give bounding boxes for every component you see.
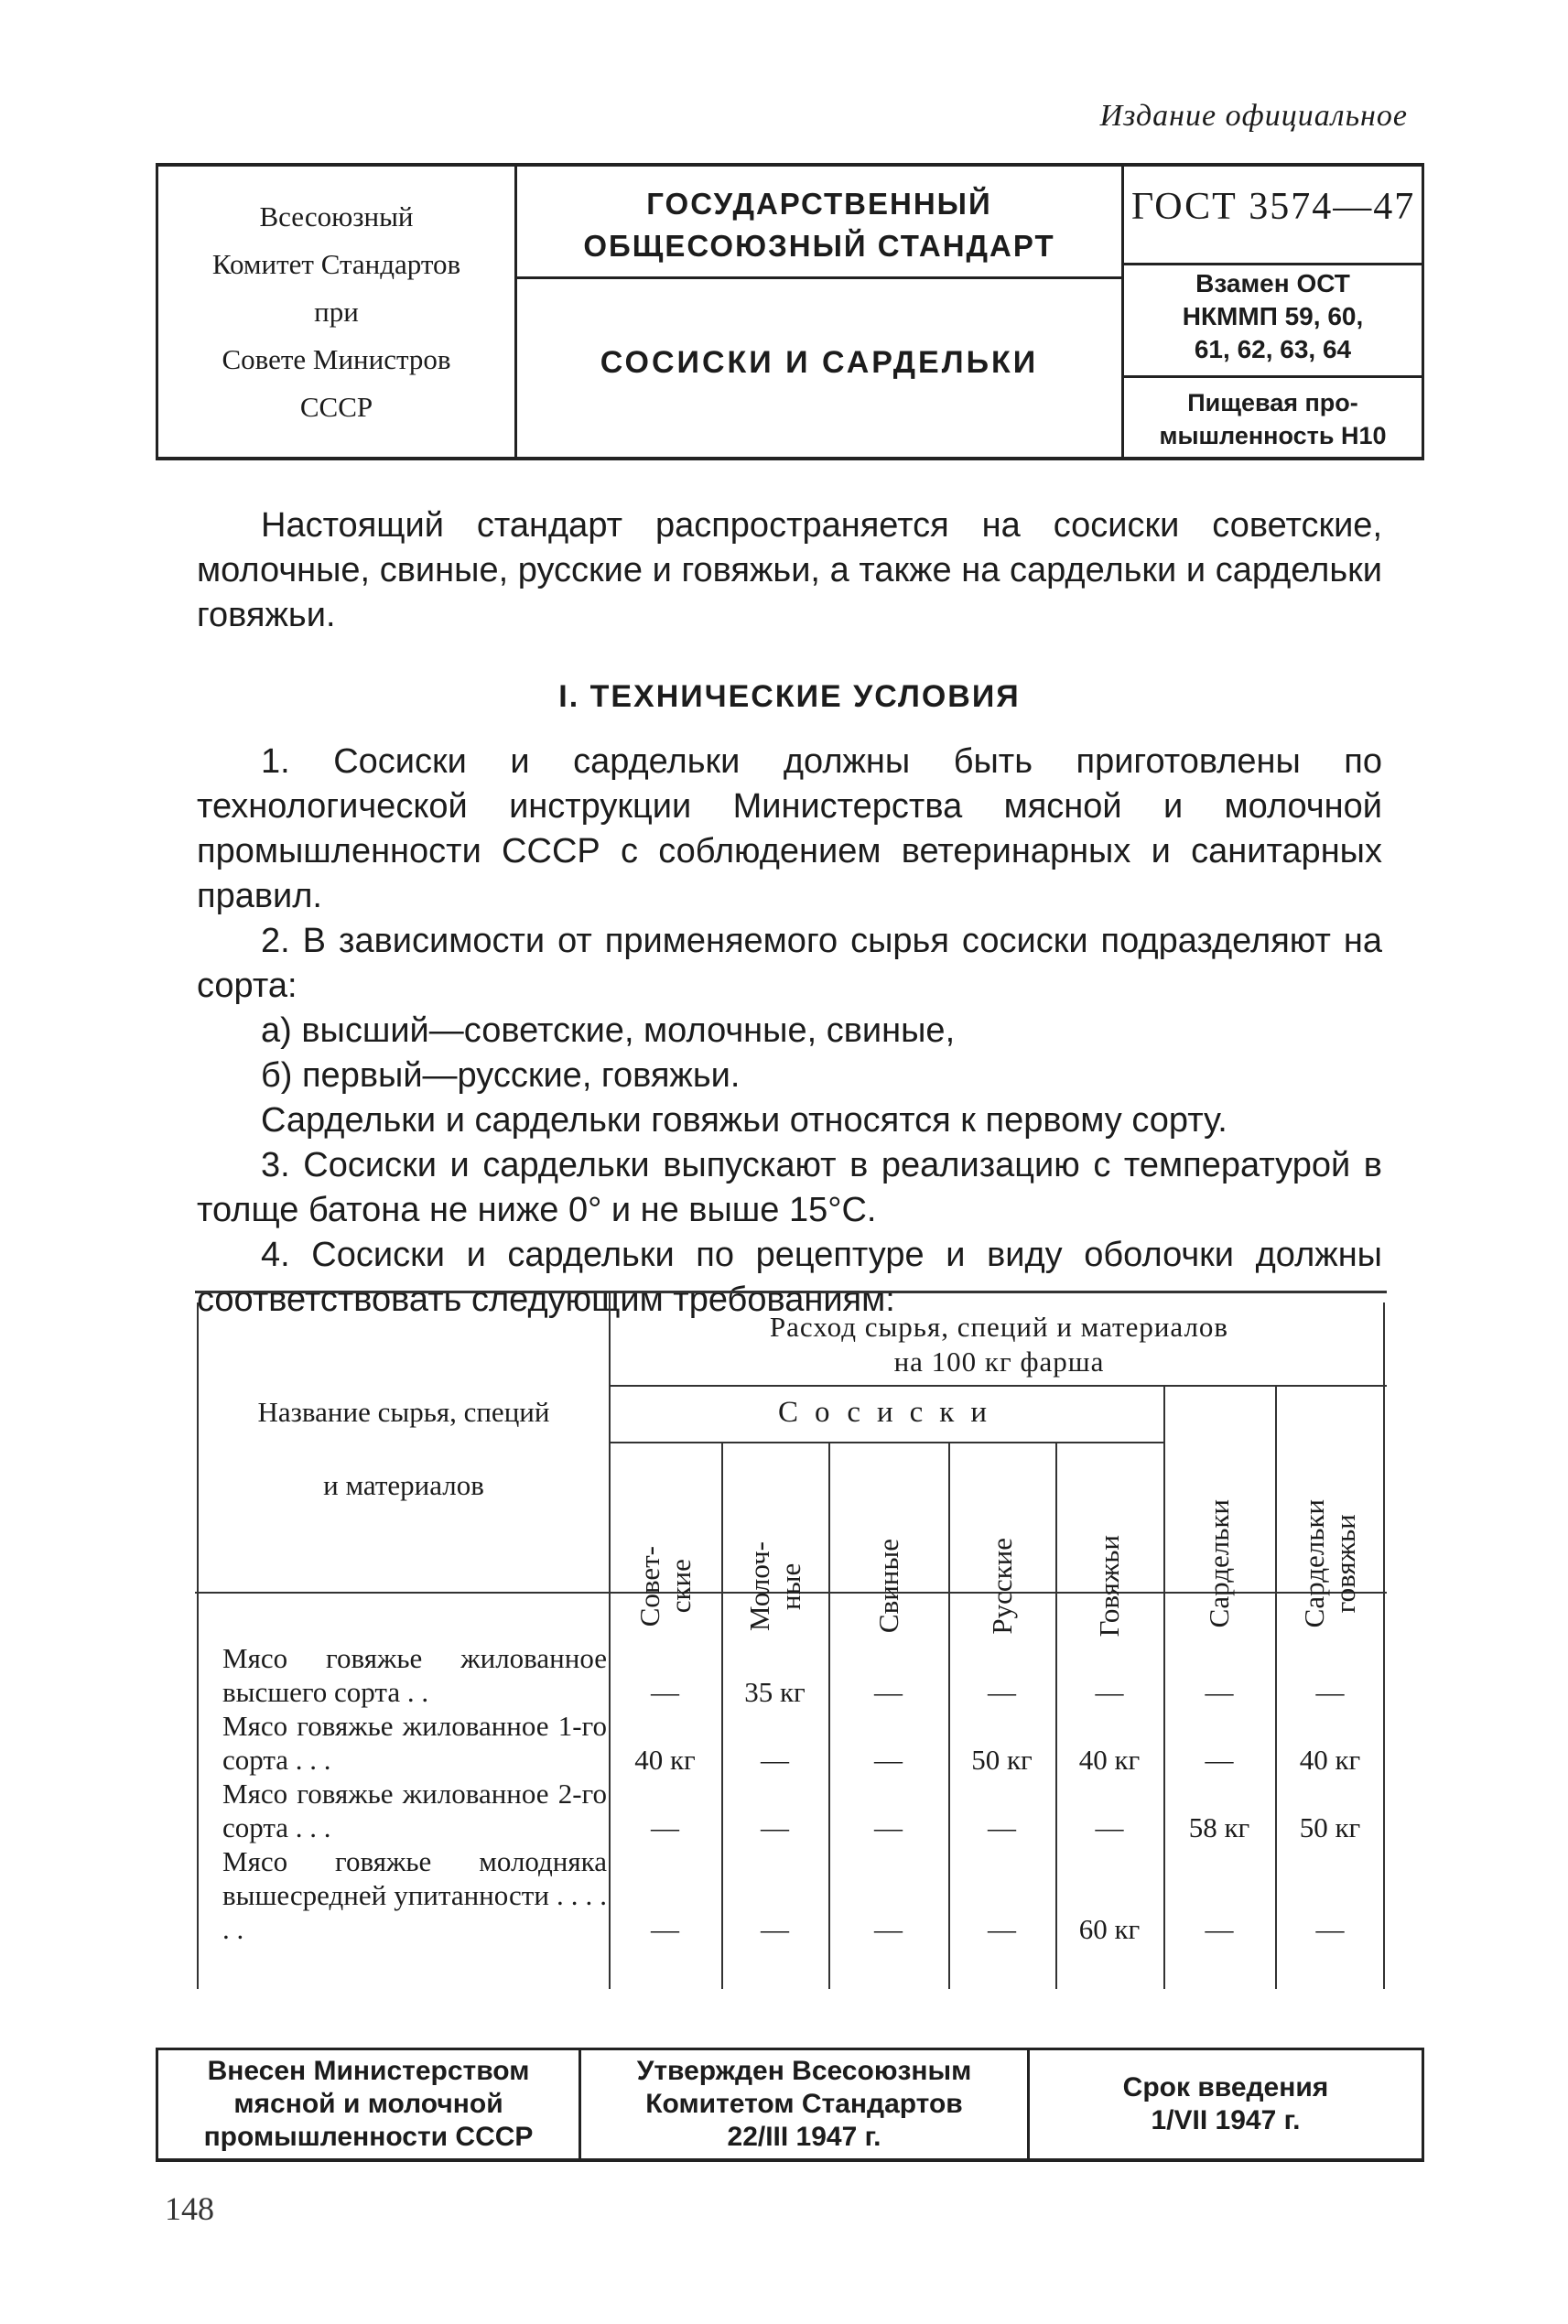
table-cell: —	[988, 1811, 1016, 1843]
industry-line: мышленность Н10	[1159, 422, 1387, 449]
committee-line: Комитет Стандартов	[211, 247, 461, 280]
table-cell: —	[651, 1811, 679, 1843]
effective-date	[1030, 2050, 1422, 2158]
table-cell: —	[1205, 1913, 1234, 1945]
table-cell: —	[874, 1913, 903, 1945]
table-cell: —	[761, 1811, 789, 1843]
table-cell: —	[874, 1811, 903, 1843]
column-label: Русские	[985, 1538, 1018, 1635]
column-label: Совет- ские	[633, 1545, 697, 1627]
column-label: Молоч- ные	[742, 1541, 806, 1631]
table-cell: 35 кг	[744, 1676, 806, 1708]
edition-note: Издание официальное	[1099, 99, 1408, 133]
column-label: Сардельки говяжьи	[1298, 1498, 1361, 1628]
table-cell: 50 кг	[1299, 1811, 1361, 1843]
standard-type-line: ОБЩЕСОЮЗНЫЙ СТАНДАРТ	[583, 229, 1055, 263]
paragraph-3: 3. Сосиски и сардельки выпускают в реализацию с температурой в толще батона не ниже 0° и не выше 15°С.	[197, 1146, 1382, 1229]
intro-paragraph: Настоящий стандарт распространяется на сосиски советские, молочные, свиные, русские и говяжьи, а также на сардельки и сардельки говяжьи.	[197, 506, 1382, 634]
table-cell: 40 кг	[634, 1744, 696, 1776]
table-row-name: Мясо говяжье жилованное 1-го сорта . . .	[222, 1710, 607, 1776]
table-cell: —	[874, 1744, 903, 1776]
column-header-name	[202, 1385, 605, 1513]
header-line: и материалов	[323, 1469, 484, 1501]
introduced-by	[158, 2050, 581, 2158]
table-cell: —	[988, 1676, 1016, 1708]
table-cell: 40 кг	[1078, 1744, 1141, 1776]
committee-line: СССР	[299, 390, 373, 423]
footer-line: промышленности СССР	[203, 2122, 534, 2152]
footer-line: Срок введения	[1122, 2072, 1329, 2102]
footer-line: мясной и молочной	[233, 2089, 503, 2119]
table-cell: 40 кг	[1299, 1744, 1361, 1776]
grade-item-b: б) первый—русские, говяжьи.	[261, 1056, 741, 1095]
table-cell: —	[761, 1913, 789, 1945]
table-cell: —	[1205, 1744, 1234, 1776]
footer-line: 1/VII 1947 г.	[1151, 2105, 1301, 2135]
table-border	[197, 1303, 199, 1989]
header-line: Название сырья, специй	[257, 1396, 550, 1428]
footer-line: Внесен Министерством	[207, 2056, 530, 2086]
replaces-note	[1124, 267, 1422, 366]
divider	[517, 276, 1121, 279]
standard-id-block	[1121, 167, 1422, 457]
column-group-sosiski: Сосиски	[778, 1396, 1003, 1429]
committee-line: Совете Министров	[222, 342, 451, 375]
table-row-name: Мясо говяжье жилованное 2-го сорта . . .	[222, 1778, 607, 1843]
committee-line: Всесоюзный	[259, 200, 414, 232]
page-number: 148	[165, 2190, 214, 2227]
table-cell: —	[1315, 1676, 1345, 1708]
approved-by	[581, 2050, 1030, 2158]
replaces-line: Взамен ОСТ	[1195, 269, 1350, 297]
table-cell: 50 кг	[971, 1744, 1033, 1776]
header-line: Расход сырья, специй и материалов	[769, 1311, 1229, 1343]
standard-type-line: ГОСУДАРСТВЕННЫЙ	[646, 187, 992, 221]
footer-line: Комитетом Стандартов	[645, 2089, 963, 2119]
section-title: I. ТЕХНИЧЕСКИЕ УСЛОВИЯ	[558, 679, 1021, 714]
table-cell: —	[988, 1913, 1016, 1945]
table-cell: 58 кг	[1188, 1811, 1250, 1843]
technical-conditions	[197, 740, 1382, 1323]
paragraph-2: 2. В зависимости от применяемого сырья сосиски подразделяют на сорта:	[197, 922, 1382, 1005]
divider	[1124, 375, 1422, 378]
table-cell: —	[1205, 1676, 1234, 1708]
replaces-line: НКММП 59, 60,	[1182, 302, 1364, 330]
table-cell: —	[1315, 1913, 1345, 1945]
committee-line: при	[314, 295, 359, 328]
table-cell: —	[1095, 1811, 1124, 1843]
table-cell: —	[651, 1913, 679, 1945]
table-cell: 60 кг	[1078, 1913, 1141, 1945]
column-header-consumption	[611, 1310, 1387, 1379]
table-cell: —	[761, 1744, 789, 1776]
table-row-name: Мясо говяжье молодняка вышесредней упитанности . . . . . .	[222, 1845, 607, 1945]
grade-item-a: а) высший—советские, молочные, свиные,	[261, 1011, 956, 1050]
paragraph-1: 1. Сосиски и сардельки должны быть приготовлены по технологической инструкции Министерства мясной и молочной промышленности СССР с соблюдением ветеринарных и санитарных правил.	[197, 742, 1382, 915]
replaces-line: 61, 62, 63, 64	[1194, 335, 1352, 363]
table-cell: —	[1095, 1676, 1124, 1708]
issuing-committee	[158, 167, 517, 457]
header-line: на 100 кг фарша	[893, 1346, 1105, 1378]
table-cell: —	[651, 1676, 679, 1708]
industry-line: Пищевая про-	[1187, 389, 1358, 416]
divider	[1124, 263, 1422, 265]
table-divider	[609, 1385, 1387, 1387]
column-label: Сардельки	[1203, 1498, 1235, 1628]
standard-type	[517, 183, 1121, 275]
recipe-table	[195, 1291, 1387, 1994]
column-label: Говяжьи	[1093, 1535, 1125, 1638]
standard-header	[156, 163, 1424, 460]
standard-footer	[156, 2048, 1424, 2162]
document-title: СОСИСКИ И САРДЕЛЬКИ	[600, 345, 1039, 380]
table-cell: —	[874, 1676, 903, 1708]
footer-line: Утвержден Всесоюзным	[636, 2056, 972, 2086]
industry-classification	[1124, 386, 1422, 452]
paragraph-4: 4. Сосиски и сардельки по рецептуре и виду оболочки должны соответствовать следующим требованиям:	[197, 1236, 1382, 1319]
gost-number: ГОСТ 3574—47	[1131, 186, 1416, 228]
standard-title-block	[517, 167, 1121, 457]
table-row-name: Мясо говяжье жилованное высшего сорта . .	[222, 1642, 607, 1708]
column-label: Свиные	[871, 1539, 904, 1634]
paragraph-2-note: Сардельки и сардельки говяжьи относятся к первому сорту.	[261, 1101, 1227, 1140]
footer-line: 22/III 1947 г.	[727, 2122, 881, 2152]
